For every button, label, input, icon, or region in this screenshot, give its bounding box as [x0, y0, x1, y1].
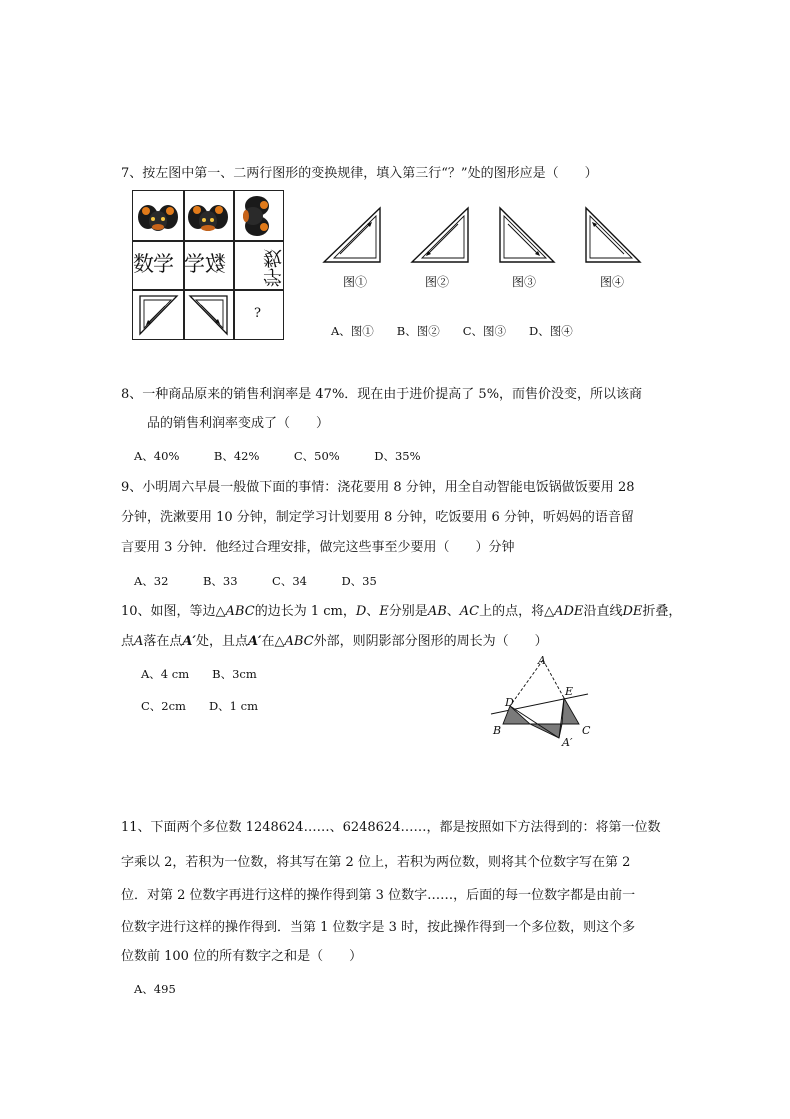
- q11-option-a: A、495: [134, 982, 176, 996]
- grid-cartoon-3-rotated: [235, 193, 282, 239]
- figure-2: [410, 206, 472, 270]
- label-e: E: [565, 685, 574, 698]
- q9-line2: 分钟，洗漱要用 10 分钟，制定学习计划要用 8 分钟，吃饭要用 6 分钟，听妈妈的语音留: [121, 510, 634, 525]
- label-a: A: [538, 654, 546, 667]
- fold-diagram: [486, 650, 606, 750]
- grid-question-mark: ?: [254, 306, 261, 321]
- q7-options: A、图① B、图② C、图③ D、图④: [331, 324, 573, 338]
- grid-triangle-2: [185, 292, 232, 338]
- q10-line2: 点A落在点A′处，且点A′在△ABC外部，则阴影部分图形的周长为（ ）: [121, 634, 548, 649]
- q9-line1: 9、小明周六早晨一般做下面的事情：浇花要用 8 分钟，用全自动智能电饭锅做饭要用 28: [121, 480, 635, 495]
- figure-1-label: 图①: [343, 275, 368, 289]
- grid-cartoon-2: [185, 193, 232, 239]
- q10-options-row2: C、2cm D、1 cm: [141, 699, 258, 713]
- figure-2-label: 图②: [425, 275, 450, 289]
- grid-triangle-1: [135, 292, 182, 338]
- grid-cartoon-1: [135, 193, 182, 239]
- grid-text-shu-mirrored: 数: [205, 252, 226, 276]
- q8-line1: 8、一种商品原来的销售利润率是 47%．现在由于进价提高了 5%，而售价没变，所以该商: [121, 387, 643, 402]
- q11-line1: 11、下面两个多位数 1248624……、6248624……，都是按照如下方法得到的：将第一位数: [121, 820, 661, 835]
- grid-text-shuxue: 数学: [133, 252, 173, 276]
- q10-options-row1: A、4 cm B、3cm: [141, 667, 257, 681]
- figure-3: [496, 206, 558, 270]
- q11-line2: 字乘以 2，若积为一位数，将其写在第 2 位上，若积为两位数，则将其个位数字写在第 2: [121, 855, 631, 870]
- figure-3-label: 图③: [512, 275, 537, 289]
- label-b: B: [493, 724, 502, 737]
- grid-question-cell: [235, 292, 282, 338]
- figure-1: [322, 206, 384, 270]
- q10-line1: 10、如图，等边△ABC的边长为 1 cm，D、E分别是AB、AC上的点，将△ADE沿直线DE折叠，: [121, 604, 682, 619]
- q7-text: 7、按左图中第一、二两行图形的变换规律，填入第三行“？”处的图形应是（ ）: [121, 166, 598, 181]
- grid-text-xue: 学: [184, 252, 205, 276]
- q9-line3: 言要用 3 分钟．他经过合理安排，做完这些事至少要用（ ）分钟: [121, 540, 515, 555]
- label-c: C: [582, 724, 591, 737]
- figure-4-label: 图④: [600, 275, 625, 289]
- figure-4: [582, 206, 644, 270]
- q11-line3: 位．对第 2 位数字再进行这样的操作得到第 3 位数字……，后面的每一位数字都是由前一: [121, 888, 636, 903]
- label-d: D: [505, 696, 514, 709]
- q8-options: A、40% B、42% C、50% D、35%: [134, 449, 421, 463]
- q11-line5: 位数前 100 位的所有数字之和是（ ）: [121, 949, 363, 964]
- pattern-grid: [132, 190, 284, 340]
- q11-line4: 位数字进行这样的操作得到．当第 1 位数字是 3 时，按此操作得到一个多位数，则这个多: [121, 920, 636, 935]
- grid-text-rotated: 学数: [260, 249, 282, 287]
- q8-line2: 品的销售利润率变成了（ ）: [147, 416, 330, 431]
- q9-options: A、32 B、33 C、34 D、35: [134, 574, 377, 588]
- label-a-prime: A′: [562, 736, 573, 749]
